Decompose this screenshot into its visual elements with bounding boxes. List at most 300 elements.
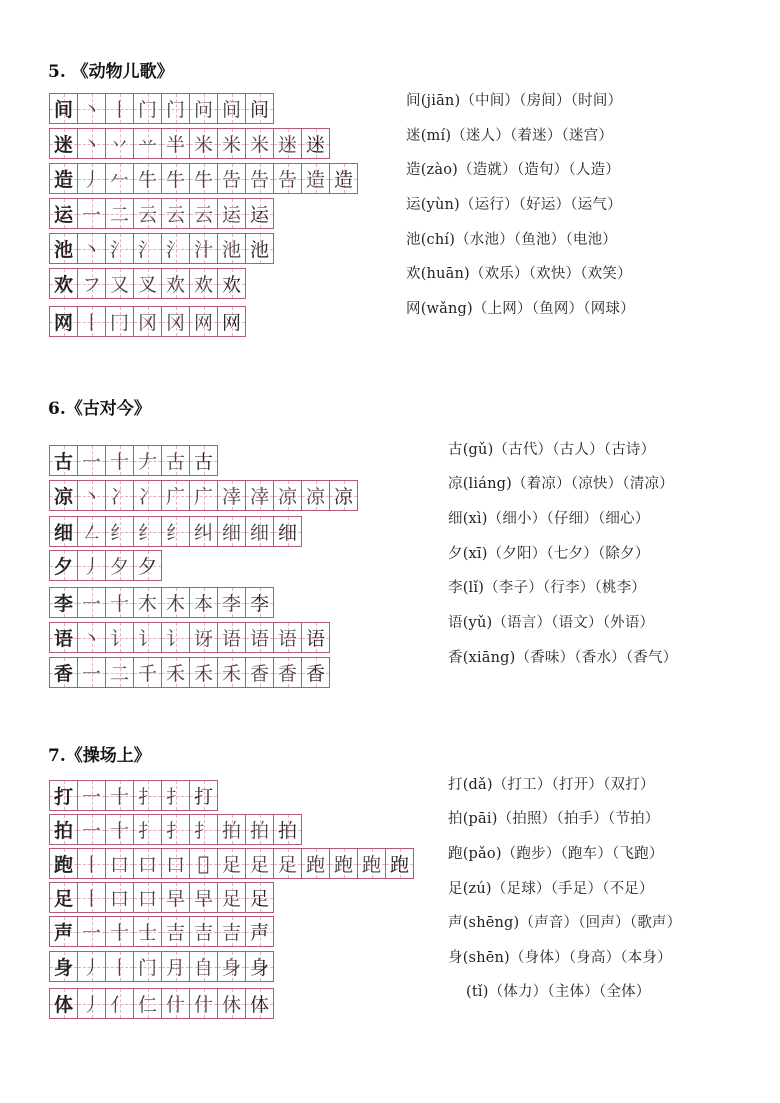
stroke-step-cell [77,657,106,688]
stroke-step-cell [77,780,106,811]
stroke-step-cell [105,780,134,811]
section-title: 5. 《动物儿歌》 [48,62,174,82]
stroke-step-cell [105,916,134,947]
stroke-step-cell [133,445,162,476]
stroke-step-cell [161,268,190,299]
cell-glyph: 告 [221,169,241,191]
stroke-step-cell [161,306,190,337]
cell-glyph: 池 [53,239,73,261]
character-cell [49,445,78,476]
cell-glyph: 十 [109,786,129,808]
stroke-step-cell [77,622,106,653]
cell-glyph: 欢 [193,274,213,296]
stroke-step-cell [189,657,218,688]
cell-glyph: 叉 [137,274,157,296]
stroke-step-cell [77,587,106,618]
stroke-step-cell [189,916,218,947]
stroke-step-cell [77,951,106,982]
cell-glyph: 丿 [81,994,101,1016]
cell-glyph: 告 [249,169,269,191]
cell-glyph: 口 [109,854,129,876]
cell-glyph: 足 [221,888,241,910]
stroke-step-cell [161,882,190,913]
stroke-step-cell [133,988,162,1019]
cell-glyph: 丨 [81,854,101,876]
stroke-step-cell [217,306,246,337]
cell-glyph: 运 [221,204,241,226]
cell-glyph: 休 [221,994,241,1016]
stroke-step-cell [105,445,134,476]
stroke-step-cell [77,550,106,581]
cell-glyph: 网 [193,312,213,334]
stroke-step-cell [189,93,218,124]
stroke-step-cell [133,128,162,159]
cell-glyph: 冫 [137,486,157,508]
stroke-step-cell [217,916,246,947]
stroke-order-row [49,951,274,982]
stroke-step-cell [217,128,246,159]
stroke-step-cell [161,814,190,845]
stroke-order-row [49,814,302,845]
stroke-step-cell [161,163,190,194]
cell-glyph: 口 [165,854,185,876]
cell-glyph: 半 [165,134,185,156]
cell-glyph: 语 [53,628,73,650]
stroke-step-cell [77,128,106,159]
cell-glyph: 二 [109,204,129,226]
cell-glyph: 月 [165,957,185,979]
stroke-step-cell [217,814,246,845]
cell-glyph: 迷 [305,134,325,156]
cell-glyph: 一 [81,593,101,615]
stroke-step-cell [245,848,274,879]
stroke-step-cell [245,163,274,194]
cell-glyph: 李 [53,593,73,615]
vocab-line: 池(chí)（水池）（鱼池）（电池） [406,232,618,248]
stroke-step-cell [189,587,218,618]
stroke-order-row [49,268,246,299]
stroke-step-cell [161,951,190,982]
vocab-line: 拍(pāi)（拍照）（拍手）（节拍） [448,811,660,827]
stroke-step-cell [245,988,274,1019]
cell-glyph: 𠂇 [137,451,157,473]
cell-glyph: 运 [53,204,73,226]
cell-glyph: 本 [193,593,213,615]
cell-glyph: 十 [109,820,129,842]
cell-glyph: 问 [193,99,213,121]
cell-glyph: 丶 [81,134,101,156]
stroke-order-row [49,198,274,229]
stroke-step-cell [133,657,162,688]
stroke-step-cell [329,163,358,194]
stroke-step-cell [133,780,162,811]
character-cell [49,516,78,547]
stroke-step-cell [133,163,162,194]
cell-glyph: 丷 [109,134,129,156]
stroke-step-cell [105,306,134,337]
character-cell [49,163,78,194]
cell-glyph: 米 [193,134,213,156]
stroke-step-cell [105,657,134,688]
cell-glyph: 吉 [165,922,185,944]
stroke-step-cell [161,480,190,511]
stroke-step-cell [77,988,106,1019]
stroke-step-cell [133,622,162,653]
character-cell [49,198,78,229]
stroke-step-cell [105,268,134,299]
cell-glyph: 香 [305,663,325,685]
cell-glyph: 门 [137,99,157,121]
cell-glyph: 氵 [165,239,185,261]
cell-glyph: 纟 [137,522,157,544]
cell-glyph: 体 [249,994,269,1016]
stroke-step-cell [273,516,302,547]
stroke-step-cell [77,916,106,947]
cell-glyph: 丿 [81,169,101,191]
stroke-step-cell [105,163,134,194]
stroke-step-cell [217,516,246,547]
cell-glyph: 语 [305,628,325,650]
stroke-step-cell [133,198,162,229]
cell-glyph: 云 [137,204,157,226]
cell-glyph: 凉 [305,486,325,508]
character-cell [49,306,78,337]
character-cell [49,848,78,879]
cell-glyph: 凉 [277,486,297,508]
stroke-step-cell [133,93,162,124]
cell-glyph: 夕 [53,556,73,578]
cell-glyph: 拍 [249,820,269,842]
cell-glyph: 古 [165,451,185,473]
stroke-step-cell [189,848,218,879]
character-cell [49,480,78,511]
character-cell [49,657,78,688]
stroke-step-cell [77,268,106,299]
cell-glyph: 扌 [165,786,185,808]
stroke-step-cell [77,93,106,124]
cell-glyph: 古 [193,451,213,473]
stroke-step-cell [189,780,218,811]
cell-glyph: 讠 [137,628,157,650]
character-cell [49,988,78,1019]
cell-glyph: 跑 [389,854,409,876]
cell-glyph: 讶 [193,628,213,650]
cell-glyph: 又 [109,274,129,296]
cell-glyph: 十 [109,922,129,944]
vocab-line: 古(gǔ)（古代）（古人）（古诗） [448,442,656,458]
cell-glyph: 跑 [333,854,353,876]
cell-glyph: 声 [249,922,269,944]
cell-glyph: 细 [277,522,297,544]
cell-glyph: 迷 [277,134,297,156]
cell-glyph: 夕 [109,556,129,578]
section-title: 6.《古对今》 [48,399,151,419]
cell-glyph: 一 [81,663,101,685]
cell-glyph: 䒑 [137,134,157,156]
cell-glyph: 一 [81,820,101,842]
stroke-step-cell [217,587,246,618]
vocab-line: 足(zú)（足球）（手足）（不足） [448,881,654,897]
cell-glyph: 足 [249,854,269,876]
vocab-line: (tǐ)（体力）（主体）（全体） [466,984,651,1000]
stroke-step-cell [161,848,190,879]
stroke-order-row [49,233,274,264]
stroke-step-cell [189,306,218,337]
stroke-step-cell [273,622,302,653]
stroke-step-cell [217,882,246,913]
cell-glyph: 足 [277,854,297,876]
cell-glyph: 氵 [109,239,129,261]
stroke-step-cell [77,814,106,845]
stroke-step-cell [273,657,302,688]
stroke-step-cell [161,445,190,476]
stroke-step-cell [77,516,106,547]
cell-glyph: 禾 [165,663,185,685]
vocab-line: 网(wǎng)（上网）（鱼网）（网球） [406,301,635,317]
character-cell [49,916,78,947]
cell-glyph: 木 [137,593,157,615]
stroke-step-cell [133,916,162,947]
stroke-order-row [49,306,246,337]
stroke-step-cell [189,233,218,264]
cell-glyph: 亻 [109,994,129,1016]
cell-glyph: 云 [165,204,185,226]
stroke-step-cell [133,233,162,264]
cell-glyph: 李 [221,593,241,615]
vocab-line: 身(shēn)（身体）（身高）（本身） [448,950,672,966]
stroke-step-cell [189,128,218,159]
stroke-step-cell [77,163,106,194]
cell-glyph: 跑 [53,854,73,876]
stroke-order-row [49,480,358,511]
stroke-order-row [49,780,218,811]
stroke-step-cell [105,480,134,511]
stroke-step-cell [301,657,330,688]
character-cell [49,128,78,159]
stroke-step-cell [217,622,246,653]
cell-glyph: 十 [109,593,129,615]
cell-glyph: 十 [109,451,129,473]
stroke-step-cell [161,988,190,1019]
cell-glyph: 语 [249,628,269,650]
vocab-line: 李(lǐ)（李子）（行李）（桃李） [448,580,646,596]
cell-glyph: 细 [249,522,269,544]
cell-glyph: 语 [277,628,297,650]
cell-glyph: 牛 [165,169,185,191]
stroke-step-cell [161,657,190,688]
stroke-step-cell [105,848,134,879]
stroke-step-cell [273,814,302,845]
cell-glyph: 门 [165,99,185,121]
stroke-step-cell [161,128,190,159]
cell-glyph: 什 [165,994,185,1016]
cell-glyph: 禾 [193,663,213,685]
stroke-step-cell [133,550,162,581]
cell-glyph: 冫 [109,486,129,508]
stroke-step-cell [189,516,218,547]
cell-glyph: 欢 [53,274,73,296]
vocab-line: 运(yùn)（运行）（好运）（运气） [406,197,622,213]
cell-glyph: 㓑 [221,486,241,508]
cell-glyph: 千 [137,663,157,685]
cell-glyph: 丶 [81,99,101,121]
stroke-step-cell [161,233,190,264]
cell-glyph: 禾 [221,663,241,685]
cell-glyph: 丨 [109,957,129,979]
character-cell [49,233,78,264]
stroke-step-cell [133,882,162,913]
stroke-step-cell [245,587,274,618]
cell-glyph: 纠 [193,522,213,544]
stroke-order-row [49,657,330,688]
cell-glyph: 仁 [137,994,157,1016]
stroke-step-cell [245,916,274,947]
stroke-order-row [49,988,274,1019]
stroke-order-row [49,882,274,913]
stroke-step-cell [161,198,190,229]
character-cell [49,268,78,299]
cell-glyph: 米 [221,134,241,156]
character-cell [49,780,78,811]
stroke-step-cell [273,848,302,879]
stroke-step-cell [133,306,162,337]
cell-glyph: 口 [137,854,157,876]
cell-glyph: 冈 [137,312,157,334]
stroke-step-cell [105,233,134,264]
stroke-step-cell [357,848,386,879]
stroke-step-cell [105,128,134,159]
cell-glyph: 细 [221,522,241,544]
stroke-step-cell [385,848,414,879]
cell-glyph: 米 [249,134,269,156]
stroke-step-cell [245,480,274,511]
cell-glyph: 扌 [137,786,157,808]
stroke-step-cell [105,951,134,982]
cell-glyph: 木 [165,593,185,615]
vocab-line: 语(yǔ)（语言）（语文）（外语） [448,615,655,631]
stroke-step-cell [77,882,106,913]
vocab-line: 跑(pǎo)（跑步）（跑车）（飞跑） [448,846,664,862]
cell-glyph: 造 [333,169,353,191]
cell-glyph: 身 [53,957,73,979]
cell-glyph: 早 [165,888,185,910]
vocab-line: 迷(mí)（迷人）（着迷）（迷宫） [406,128,614,144]
stroke-step-cell [301,480,330,511]
vocab-line: 打(dǎ)（打工）（打开）（双打） [448,777,655,793]
stroke-step-cell [105,587,134,618]
cell-glyph: 二 [109,663,129,685]
vocab-line: 间(jiān)（中间）（房间）（时间） [406,93,623,109]
cell-glyph: 欢 [165,274,185,296]
stroke-step-cell [245,657,274,688]
stroke-step-cell [189,882,218,913]
character-cell [49,622,78,653]
stroke-order-row [49,622,330,653]
cell-glyph: 丨 [81,312,101,334]
stroke-step-cell [245,814,274,845]
cell-glyph: 跑 [305,854,325,876]
cell-glyph: 丨 [81,888,101,910]
stroke-step-cell [217,848,246,879]
stroke-step-cell [161,916,190,947]
cell-glyph: 㓑 [249,486,269,508]
character-cell [49,814,78,845]
stroke-step-cell [189,163,218,194]
cell-glyph: 拍 [221,820,241,842]
cell-glyph: 扌 [137,820,157,842]
stroke-step-cell [329,480,358,511]
character-cell [49,882,78,913]
cell-glyph: 门 [137,957,157,979]
cell-glyph: 香 [277,663,297,685]
stroke-step-cell [217,657,246,688]
stroke-order-row [49,848,414,879]
stroke-step-cell [105,814,134,845]
cell-glyph: 打 [193,786,213,808]
stroke-step-cell [161,587,190,618]
stroke-order-row [49,128,330,159]
character-cell [49,93,78,124]
cell-glyph: 丨 [109,99,129,121]
cell-glyph: 牛 [193,169,213,191]
character-cell [49,587,78,618]
stroke-step-cell [217,268,246,299]
cell-glyph: 身 [249,957,269,979]
cell-glyph: 𠯁 [197,852,210,875]
stroke-step-cell [329,848,358,879]
stroke-step-cell [133,516,162,547]
stroke-step-cell [217,93,246,124]
cell-glyph: 凉 [53,486,73,508]
character-cell [49,951,78,982]
stroke-step-cell [77,480,106,511]
stroke-step-cell [133,587,162,618]
cell-glyph: 体 [53,994,73,1016]
cell-glyph: 间 [53,99,73,121]
stroke-step-cell [189,445,218,476]
cell-glyph: 欢 [221,274,241,296]
cell-glyph: 拍 [53,820,73,842]
cell-glyph: 广 [193,486,213,508]
stroke-step-cell [133,814,162,845]
vocab-line: 细(xì)（细小）（仔细）（细心） [448,511,650,527]
cell-glyph: 一 [81,204,101,226]
cell-glyph: 间 [221,99,241,121]
stroke-step-cell [245,93,274,124]
stroke-step-cell [301,128,330,159]
cell-glyph: 口 [109,888,129,910]
stroke-step-cell [77,848,106,879]
cell-glyph: 丿 [81,556,101,578]
cell-glyph: 什 [193,994,213,1016]
cell-glyph: 早 [193,888,213,910]
cell-glyph: 一 [81,451,101,473]
cell-glyph: 讠 [165,628,185,650]
cell-glyph: 网 [53,312,73,334]
vocab-line: 声(shēng)（声音）（回声）（歌声） [448,915,682,931]
stroke-order-row [49,163,358,194]
vocab-line: 欢(huān)（欢乐）（欢快）（欢笑） [406,266,632,282]
cell-glyph: 自 [193,957,213,979]
cell-glyph: 拍 [277,820,297,842]
cell-glyph: 吉 [193,922,213,944]
stroke-step-cell [161,780,190,811]
stroke-order-row [49,93,274,124]
cell-glyph: 声 [53,922,73,944]
cell-glyph: 造 [53,169,73,191]
cell-glyph: 冂 [109,312,129,334]
cell-glyph: 一 [81,786,101,808]
